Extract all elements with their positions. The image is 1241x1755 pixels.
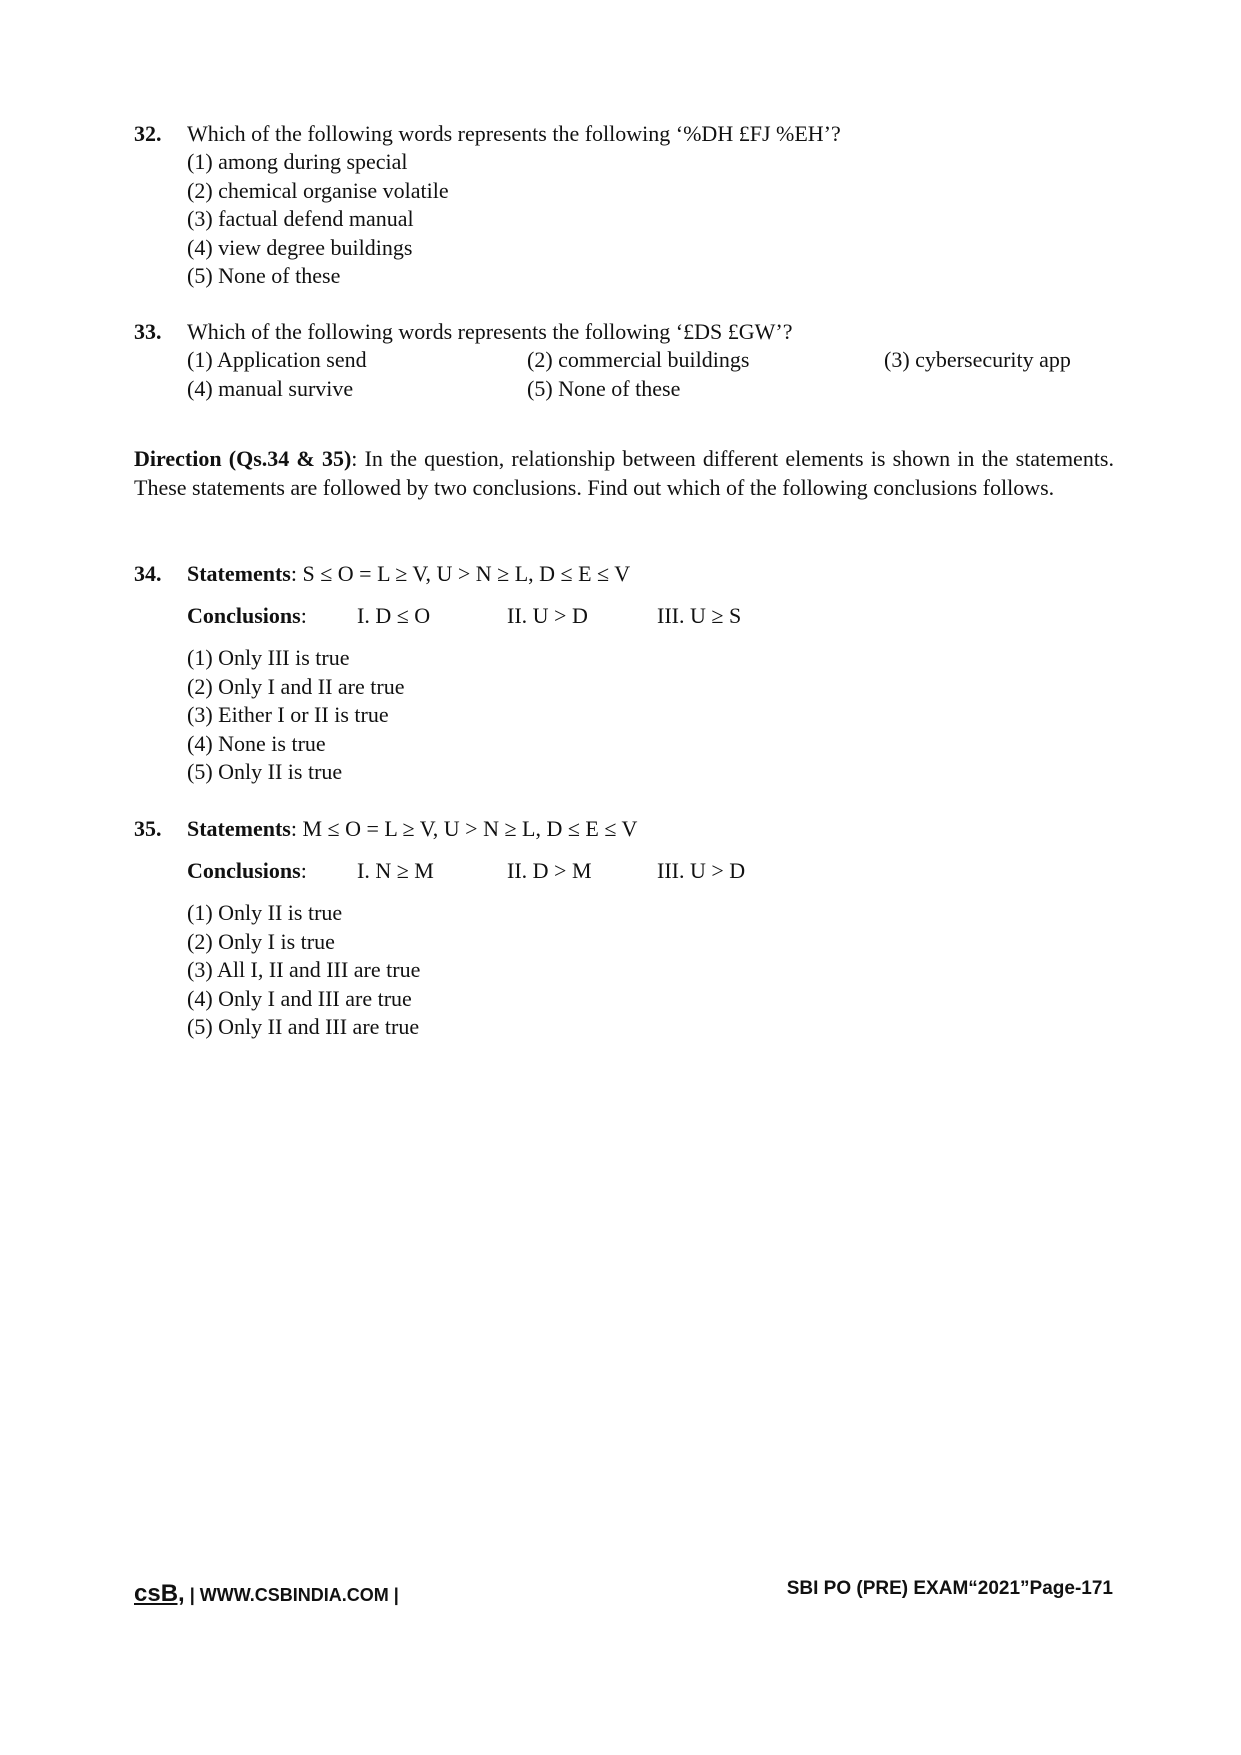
question-number: 32.	[134, 121, 162, 146]
statements-label: Statements	[187, 816, 291, 841]
conclusion: II. U > D	[507, 603, 588, 628]
option: (5) None of these	[187, 263, 341, 288]
conclusions-row: Conclusions: I. N ≥ M II. D > M III. U > D	[187, 857, 1114, 885]
question-text: Which of the following words represents the following ‘%DH £FJ %EH’?	[187, 121, 841, 146]
statements	[187, 560, 1114, 588]
options-list	[187, 148, 1114, 291]
option: (5) Only II is true	[187, 759, 343, 784]
option: (4) Only I and III are true	[187, 985, 412, 1011]
options-list	[187, 899, 1114, 1042]
option: (2) Only I is true	[187, 928, 335, 954]
option: (5) Only II and III are true	[187, 1014, 420, 1039]
option: (3) cybersecurity app	[884, 347, 1071, 372]
conclusion: I. D ≤ O	[357, 603, 431, 628]
statements-text: : M ≤ O = L ≥ V, U > N ≥ L, D ≤ E ≤ V	[290, 816, 638, 841]
conclusions-label: Conclusions	[187, 603, 301, 628]
footer-left	[134, 1580, 399, 1608]
option: (1) Only II is true	[187, 900, 343, 925]
footer-page-info: SBI PO (PRE) EXAM“2021”Page-171	[786, 1578, 1113, 1599]
conclusions-label: Conclusions	[187, 858, 301, 883]
question-34	[134, 560, 1114, 787]
statements-label: Statements	[187, 561, 291, 586]
direction-paragraph	[134, 445, 1114, 502]
direction-label: Direction (Qs.34 & 35)	[134, 446, 352, 471]
footer-site: | WWW.CSBINDIA.COM |	[184, 1585, 399, 1605]
conclusion: III. U ≥ S	[657, 603, 742, 628]
brand-logo-text: csB,	[134, 1580, 185, 1607]
option: (1) among during special	[187, 149, 408, 174]
option: (4) manual survive	[187, 375, 354, 401]
conclusion: II. D > M	[507, 858, 592, 883]
option: (2) chemical organise volatile	[187, 177, 449, 203]
conclusions-row: Conclusions: I. D ≤ O II. U > D III. U ≥ S	[187, 602, 1114, 630]
conclusion: III. U > D	[657, 858, 746, 883]
direction-text: : In the question, relationship between different elements is shown in the statements. These statements are followed by two conclusions. Find out which of the following conclusions follows.	[134, 446, 1114, 500]
question-35	[134, 815, 1114, 1042]
option: (5) None of these	[527, 375, 681, 401]
option: (3) Either I or II is true	[187, 702, 389, 727]
question-number: 33.	[134, 319, 162, 344]
option: (1) Application send	[187, 347, 367, 372]
option: (3) All I, II and III are true	[187, 957, 421, 982]
question-number: 34.	[134, 561, 162, 586]
option: (3) factual defend manual	[187, 206, 414, 231]
question-text: Which of the following words represents the following ‘£DS £GW’?	[187, 319, 793, 344]
question-32	[134, 120, 1114, 291]
statements	[187, 815, 1114, 843]
option: (2) commercial buildings	[527, 347, 750, 372]
statements-text: : S ≤ O = L ≥ V, U > N ≥ L, D ≤ E ≤ V	[290, 561, 631, 586]
option: (1) Only III is true	[187, 645, 350, 670]
option: (2) Only I and II are true	[187, 673, 405, 699]
options-grid	[187, 346, 1114, 403]
option: (4) None is true	[187, 730, 326, 756]
question-number: 35.	[134, 816, 162, 841]
conclusion: I. N ≥ M	[357, 858, 434, 883]
options-list	[187, 644, 1114, 787]
option: (4) view degree buildings	[187, 234, 413, 260]
question-33	[134, 318, 1114, 403]
